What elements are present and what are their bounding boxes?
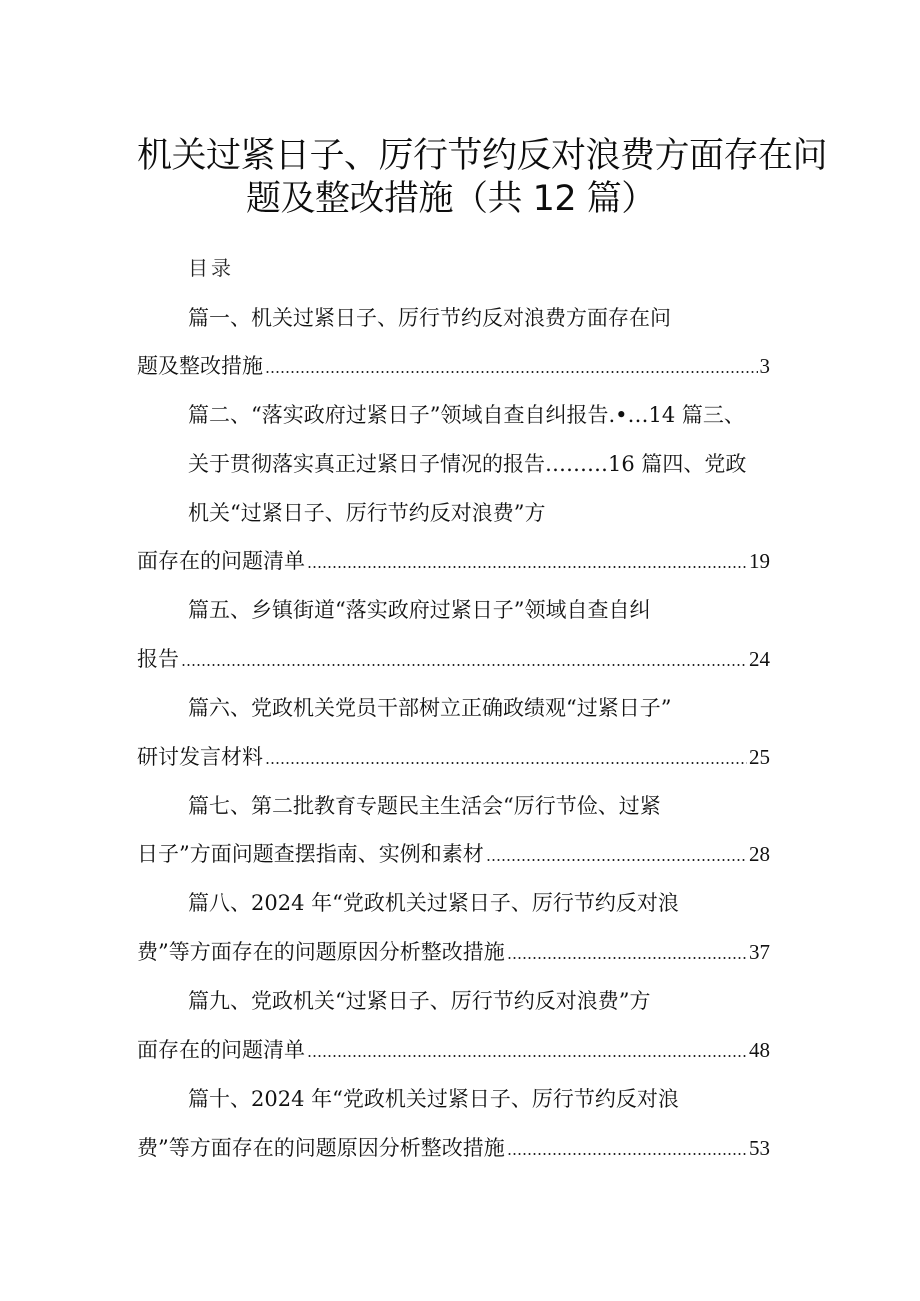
toc-page-number: 28: [749, 842, 770, 866]
toc-entry-5-line-1[interactable]: 篇五、乡镇街道“落实政府过紧日子”领域自查自纠: [188, 598, 651, 622]
toc-entry-text: 日子”方面问题查摆指南、实例和素材: [137, 842, 484, 866]
toc-entry-text: 面存在的问题清单: [137, 1038, 305, 1062]
toc-entry-6-line-1[interactable]: 篇六、党政机关党员干部树立正确政绩观“过紧日子”: [188, 696, 672, 720]
toc-entry-10-line-1[interactable]: 篇十、2024 年“党政机关过紧日子、厉行节约反对浪: [188, 1087, 679, 1111]
toc-entry-7-line-1[interactable]: 篇七、第二批教育专题民主生活会“厉行节俭、过紧: [188, 794, 661, 818]
toc-page-number: 3: [759, 354, 770, 378]
toc-entry-9-line-1[interactable]: 篇九、党政机关“过紧日子、厉行节约反对浪费”方: [188, 989, 651, 1013]
toc-entry-text: 报告: [137, 647, 179, 671]
toc-entry-10-line-2[interactable]: [137, 1133, 770, 1163]
toc-page-number: 37: [749, 940, 770, 964]
toc-entry-2-line-3[interactable]: 机关“过紧日子、厉行节约反对浪费”方: [188, 501, 546, 525]
dot-leader: [265, 762, 747, 764]
dot-leader: [181, 664, 747, 666]
dot-leader: [265, 371, 758, 373]
toc-entry-text: 面存在的问题清单: [137, 549, 305, 573]
toc-entry-8-line-2[interactable]: [137, 937, 770, 967]
toc-entry-5-line-2[interactable]: [137, 644, 770, 674]
toc-entry-7-line-2[interactable]: [137, 839, 770, 869]
toc-entry-text: 费”等方面存在的问题原因分析整改措施: [137, 1136, 505, 1160]
toc-entry-text: 研讨发言材料: [137, 745, 263, 769]
toc-entry-1-line-2[interactable]: [137, 351, 770, 381]
toc-page-number: 48: [749, 1038, 770, 1062]
dot-leader: [307, 566, 747, 568]
document-title-line-2: 题及整改措施（共 12 篇）: [246, 179, 656, 219]
toc-entry-9-line-2[interactable]: [137, 1035, 770, 1065]
dot-leader: [307, 1055, 747, 1057]
dot-leader: [507, 957, 747, 959]
document-title-line-1: 机关过紧日子、厉行节约反对浪费方面存在问: [137, 136, 828, 176]
toc-page-number: 25: [749, 745, 770, 769]
toc-entry-2-line-1[interactable]: 篇二、“落实政府过紧日子”领域自查自纠报告.•…14 篇三、: [188, 403, 745, 427]
toc-entry-6-line-2[interactable]: [137, 742, 770, 772]
toc-heading: 目录: [188, 256, 234, 280]
toc-page-number: 53: [749, 1136, 770, 1160]
toc-entry-1-line-1[interactable]: 篇一、机关过紧日子、厉行节约反对浪费方面存在问: [188, 306, 671, 330]
toc-entry-2-line-2[interactable]: 关于贯彻落实真正过紧日子情况的报告………16 篇四、党政: [188, 452, 747, 476]
toc-entry-text: 费”等方面存在的问题原因分析整改措施: [137, 940, 505, 964]
dot-leader: [486, 859, 747, 861]
toc-page-number: 19: [749, 549, 770, 573]
toc-entry-text: 题及整改措施: [137, 354, 263, 378]
toc-page-number: 24: [749, 647, 770, 671]
toc-entry-8-line-1[interactable]: 篇八、2024 年“党政机关过紧日子、厉行节约反对浪: [188, 891, 679, 915]
dot-leader: [507, 1153, 747, 1155]
toc-entry-2-line-4[interactable]: [137, 546, 770, 576]
